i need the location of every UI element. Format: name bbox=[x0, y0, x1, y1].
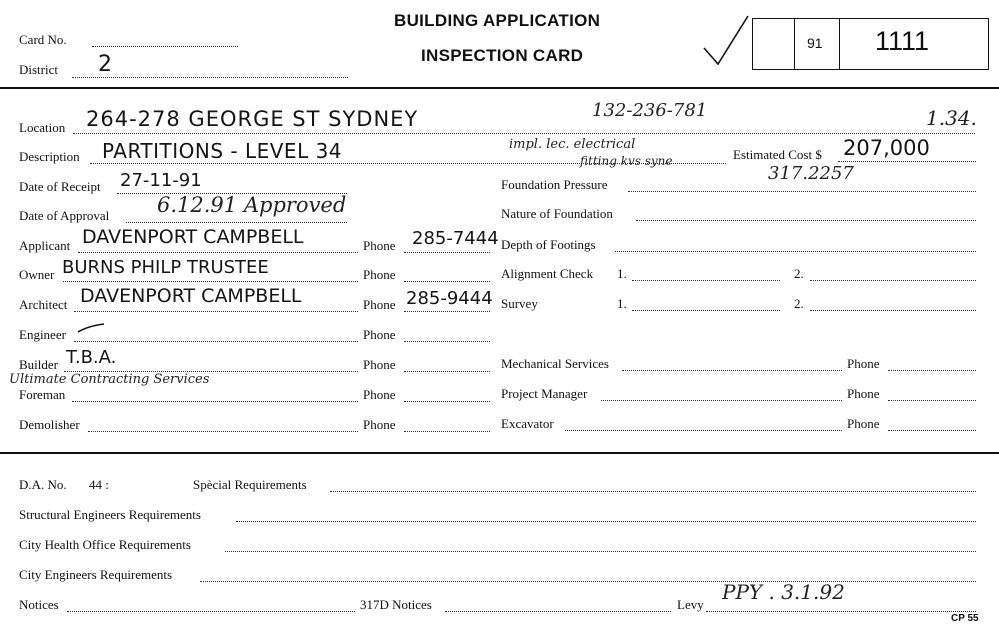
architect-phone-label: Phone bbox=[363, 297, 396, 312]
applicant-value: DAVENPORT CAMPBELL bbox=[82, 226, 304, 248]
nature-of-foundation-field[interactable] bbox=[636, 220, 976, 221]
city-health-field[interactable] bbox=[225, 551, 976, 552]
title-line1: BUILDING APPLICATION bbox=[394, 11, 601, 30]
alignment-check-label: Alignment Check bbox=[501, 266, 594, 281]
date-of-approval-label: Date of Approval bbox=[19, 208, 110, 223]
estimated-cost-field[interactable] bbox=[838, 161, 976, 162]
location-field[interactable] bbox=[73, 133, 975, 134]
foreman-label: Foreman bbox=[19, 387, 66, 402]
date-of-approval-field[interactable] bbox=[126, 222, 347, 223]
estimated-cost-label: Estimated Cost $ bbox=[733, 147, 822, 162]
mechanical-services-label: Mechanical Services bbox=[501, 356, 609, 371]
architect-phone-field[interactable] bbox=[404, 311, 490, 312]
foreman-field[interactable] bbox=[72, 401, 358, 402]
applicant-phone-label: Phone bbox=[363, 238, 396, 253]
card-number-box bbox=[752, 18, 989, 70]
builder-phone-field[interactable] bbox=[404, 371, 490, 372]
location-label: Location bbox=[19, 120, 66, 135]
levy-field[interactable] bbox=[706, 611, 976, 612]
survey-1-label: 1. bbox=[617, 296, 627, 311]
architect-phone-value: 285-9444 bbox=[406, 288, 493, 309]
special-requirements-field[interactable] bbox=[330, 491, 976, 492]
engineer-label: Engineer bbox=[19, 327, 66, 342]
architect-label: Architect bbox=[19, 297, 68, 312]
checkmark-icon bbox=[700, 12, 752, 72]
special-requirements-label: Spècial Requirements bbox=[193, 477, 307, 492]
mechanical-services-phone-label: Phone bbox=[847, 356, 880, 371]
da-no-label: D.A. No. bbox=[19, 477, 67, 492]
notices-317d-label: 317D Notices bbox=[360, 597, 432, 612]
date-of-approval-value: 6.12.91 Approved bbox=[157, 193, 347, 217]
location-value: 264-278 GEORGE ST SYDNEY bbox=[86, 107, 419, 131]
description-note: impl. lec. electrical bbox=[509, 137, 636, 152]
owner-phone-label: Phone bbox=[363, 267, 396, 282]
survey-2-label: 2. bbox=[794, 296, 804, 311]
applicant-phone-value: 285-7444 bbox=[412, 228, 499, 249]
excavator-phone-label: Phone bbox=[847, 416, 880, 431]
alignment-check-2-field[interactable] bbox=[810, 280, 976, 281]
builder-value: T.B.A. bbox=[66, 347, 117, 368]
excavator-field[interactable] bbox=[565, 430, 842, 431]
notices-field[interactable] bbox=[67, 611, 355, 612]
date-of-receipt-value: 27-11-91 bbox=[120, 170, 202, 191]
owner-label: Owner bbox=[19, 267, 55, 282]
alignment-check-2-label: 2. bbox=[794, 266, 804, 281]
builder-phone-label: Phone bbox=[363, 357, 396, 372]
alignment-check-1-label: 1. bbox=[617, 266, 627, 281]
demolisher-label: Demolisher bbox=[19, 417, 80, 432]
engineer-phone-label: Phone bbox=[363, 327, 396, 342]
project-manager-phone-field[interactable] bbox=[888, 400, 976, 401]
section-divider bbox=[0, 452, 999, 454]
district-label: District bbox=[19, 62, 58, 77]
notices-317d-field[interactable] bbox=[445, 611, 671, 612]
excavator-phone-field[interactable] bbox=[888, 430, 976, 431]
engineer-phone-field[interactable] bbox=[404, 341, 490, 342]
location-ref: 1.34. bbox=[926, 106, 977, 130]
levy-label: Levy bbox=[677, 597, 704, 612]
box-large-value: 1111 bbox=[875, 26, 930, 56]
description-note-2: fitting kvs syne bbox=[580, 154, 673, 168]
header-divider bbox=[0, 87, 999, 89]
box-small-value: 91 bbox=[807, 35, 823, 51]
project-manager-label: Project Manager bbox=[501, 386, 588, 401]
project-manager-field[interactable] bbox=[601, 400, 842, 401]
owner-field[interactable] bbox=[63, 281, 358, 282]
applicant-label: Applicant bbox=[19, 238, 71, 253]
form-code: CP 55 bbox=[951, 613, 979, 624]
city-health-label: City Health Office Requirements bbox=[19, 537, 191, 552]
city-engineers-label: City Engineers Requirements bbox=[19, 567, 173, 582]
architect-value: DAVENPORT CAMPBELL bbox=[80, 285, 302, 307]
foreman-phone-field[interactable] bbox=[404, 401, 490, 402]
survey-2-field[interactable] bbox=[810, 310, 976, 311]
foundation-note: 317.2257 bbox=[768, 163, 854, 184]
architect-field[interactable] bbox=[74, 311, 358, 312]
description-value: PARTITIONS - LEVEL 34 bbox=[102, 139, 343, 163]
notices-label: Notices bbox=[19, 597, 59, 612]
depth-of-footings-field[interactable] bbox=[615, 251, 976, 252]
depth-of-footings-label: Depth of Footings bbox=[501, 237, 596, 252]
survey-label: Survey bbox=[501, 296, 538, 311]
demolisher-phone-field[interactable] bbox=[404, 431, 490, 432]
mechanical-services-field[interactable] bbox=[622, 370, 842, 371]
district-value: 2 bbox=[98, 52, 112, 77]
foundation-pressure-label: Foundation Pressure bbox=[501, 177, 608, 192]
levy-value: PPY . 3.1.92 bbox=[722, 580, 845, 604]
engineer-field[interactable] bbox=[74, 341, 358, 342]
city-engineers-field[interactable] bbox=[200, 581, 976, 582]
applicant-phone-field[interactable] bbox=[404, 252, 490, 253]
demolisher-field[interactable] bbox=[88, 431, 358, 432]
card-no-label: Card No. bbox=[19, 32, 67, 47]
date-of-receipt-label: Date of Receipt bbox=[19, 179, 101, 194]
engineer-dash-mark bbox=[76, 322, 108, 334]
foundation-pressure-field[interactable] bbox=[628, 191, 976, 192]
structural-engineers-label: Structural Engineers Requirements bbox=[19, 507, 201, 522]
project-manager-phone-label: Phone bbox=[847, 386, 880, 401]
builder-note: Ultimate Contracting Services bbox=[9, 372, 210, 387]
owner-value: BURNS PHILP TRUSTEE bbox=[62, 257, 269, 278]
builder-label: Builder bbox=[19, 357, 58, 372]
owner-phone-field[interactable] bbox=[404, 281, 490, 282]
da-no-value[interactable]: 44 : bbox=[89, 477, 109, 492]
location-note: 132-236-781 bbox=[592, 100, 708, 121]
structural-engineers-field[interactable] bbox=[236, 521, 976, 522]
excavator-label: Excavator bbox=[501, 416, 554, 431]
estimated-cost-value: 207,000 bbox=[843, 136, 930, 160]
card-no-field[interactable] bbox=[92, 46, 238, 47]
demolisher-phone-label: Phone bbox=[363, 417, 396, 432]
description-label: Description bbox=[19, 149, 80, 164]
nature-of-foundation-label: Nature of Foundation bbox=[501, 206, 613, 221]
district-field[interactable] bbox=[72, 77, 348, 78]
title-line2: INSPECTION CARD bbox=[421, 46, 584, 65]
foreman-phone-label: Phone bbox=[363, 387, 396, 402]
alignment-check-1-field[interactable] bbox=[632, 280, 780, 281]
survey-1-field[interactable] bbox=[632, 310, 780, 311]
applicant-field[interactable] bbox=[78, 252, 358, 253]
mechanical-services-phone-field[interactable] bbox=[888, 370, 976, 371]
